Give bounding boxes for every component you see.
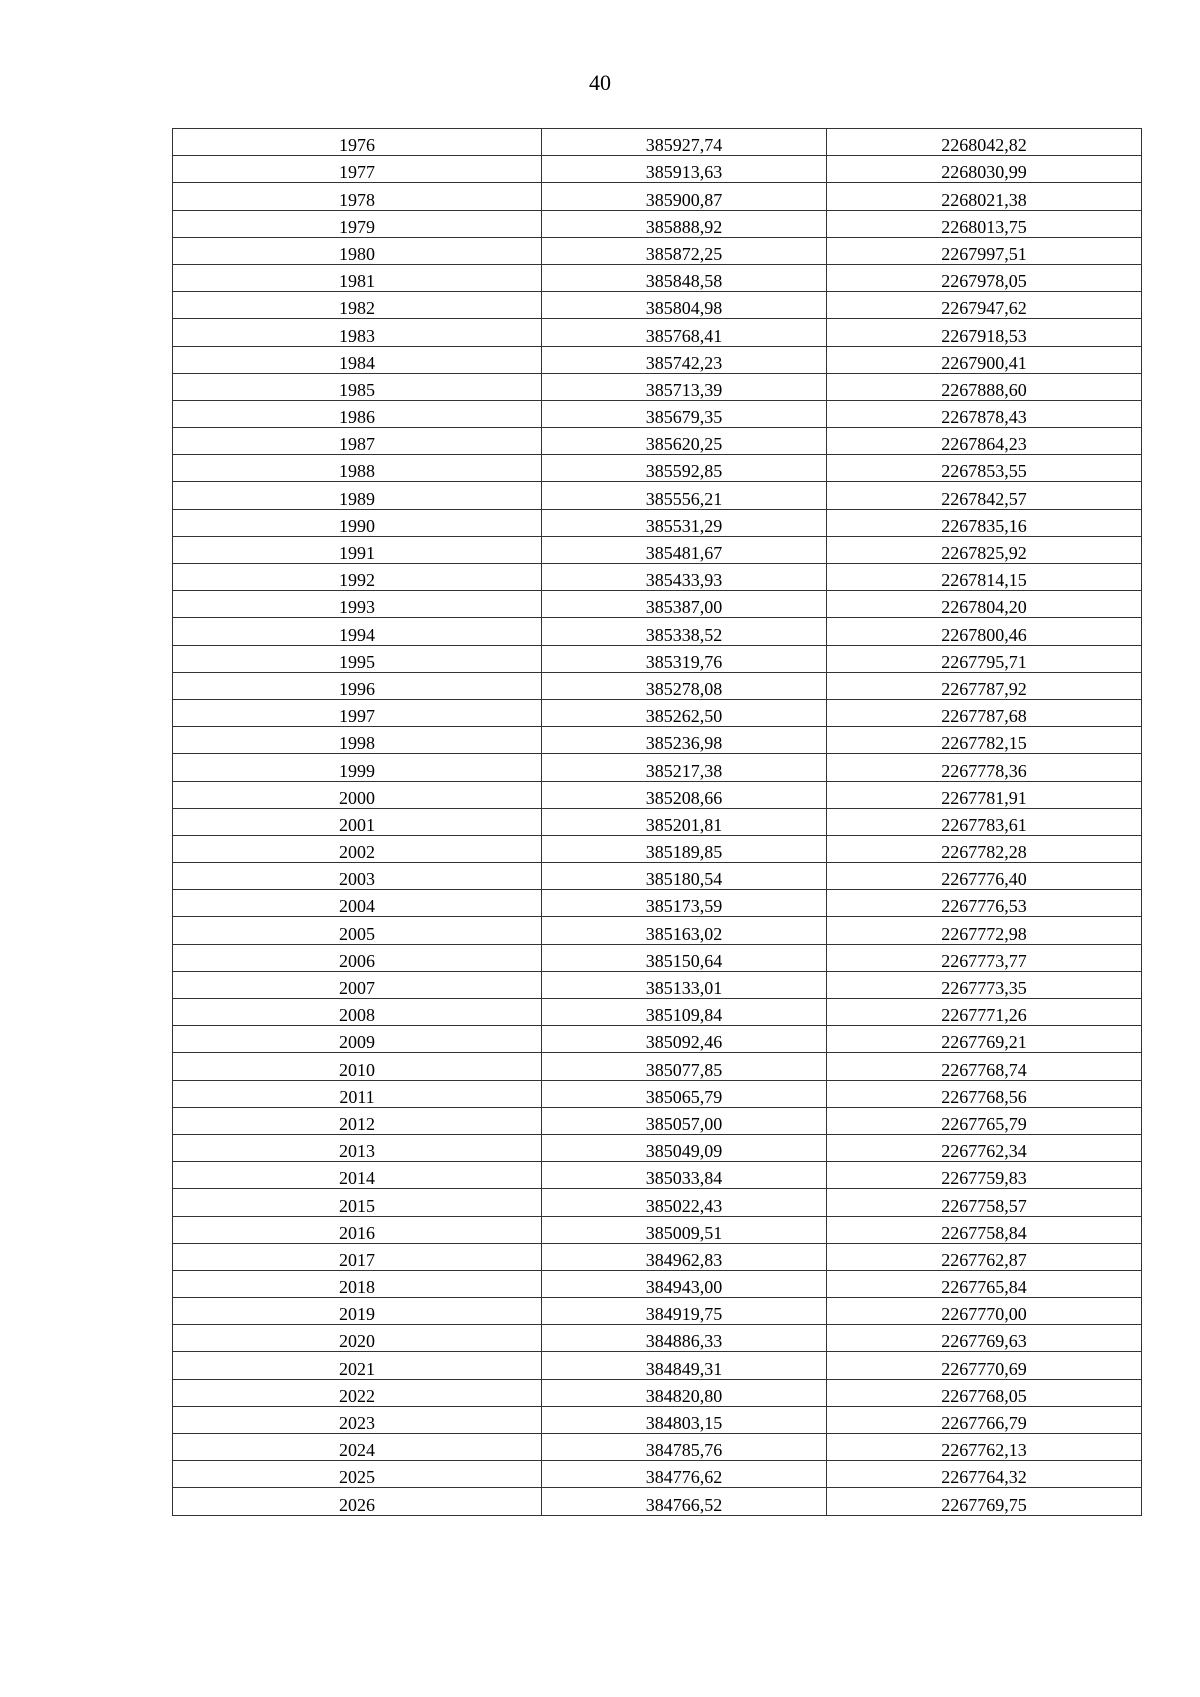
- year-cell: 2022: [173, 1379, 542, 1406]
- y-coordinate-cell: 2267762,87: [827, 1243, 1142, 1270]
- year-cell: 2018: [173, 1270, 542, 1297]
- table-row: [173, 699, 1142, 726]
- table-row: [173, 400, 1142, 427]
- x-coordinate-cell: 385109,84: [542, 999, 827, 1026]
- table-row: [173, 1216, 1142, 1243]
- y-coordinate-cell: 2267918,53: [827, 319, 1142, 346]
- x-coordinate-cell: 385278,08: [542, 672, 827, 699]
- x-coordinate-cell: 385319,76: [542, 645, 827, 672]
- table-row: [173, 727, 1142, 754]
- y-coordinate-cell: 2267782,15: [827, 727, 1142, 754]
- table-row: [173, 237, 1142, 264]
- year-cell: 2010: [173, 1053, 542, 1080]
- y-coordinate-cell: 2267997,51: [827, 237, 1142, 264]
- y-coordinate-cell: 2267770,00: [827, 1298, 1142, 1325]
- table-row: [173, 455, 1142, 482]
- table-row: [173, 129, 1142, 156]
- table-row: [173, 917, 1142, 944]
- table-row: [173, 156, 1142, 183]
- y-coordinate-cell: 2267787,92: [827, 672, 1142, 699]
- x-coordinate-cell: 384886,33: [542, 1325, 827, 1352]
- year-cell: 2019: [173, 1298, 542, 1325]
- year-cell: 1978: [173, 183, 542, 210]
- table-row: [173, 1107, 1142, 1134]
- y-coordinate-cell: 2267888,60: [827, 373, 1142, 400]
- table-row: [173, 346, 1142, 373]
- table-row: [173, 319, 1142, 346]
- year-cell: 2002: [173, 835, 542, 862]
- table-row: [173, 373, 1142, 400]
- x-coordinate-cell: 385913,63: [542, 156, 827, 183]
- y-coordinate-cell: 2267772,98: [827, 917, 1142, 944]
- year-cell: 1988: [173, 455, 542, 482]
- table-row: [173, 835, 1142, 862]
- y-coordinate-cell: 2267795,71: [827, 645, 1142, 672]
- y-coordinate-cell: 2267771,26: [827, 999, 1142, 1026]
- table-row: [173, 1298, 1142, 1325]
- x-coordinate-cell: 385556,21: [542, 482, 827, 509]
- year-cell: 2007: [173, 971, 542, 998]
- x-coordinate-cell: 385163,02: [542, 917, 827, 944]
- year-cell: 1980: [173, 237, 542, 264]
- table-row: [173, 509, 1142, 536]
- table-row: [173, 971, 1142, 998]
- y-coordinate-cell: 2268013,75: [827, 210, 1142, 237]
- year-cell: 1992: [173, 564, 542, 591]
- x-coordinate-cell: 385531,29: [542, 509, 827, 536]
- year-cell: 2015: [173, 1189, 542, 1216]
- year-cell: 2025: [173, 1461, 542, 1488]
- table-row: [173, 1053, 1142, 1080]
- year-cell: 1993: [173, 591, 542, 618]
- y-coordinate-cell: 2267978,05: [827, 264, 1142, 291]
- x-coordinate-cell: 385057,00: [542, 1107, 827, 1134]
- x-coordinate-cell: 384919,75: [542, 1298, 827, 1325]
- year-cell: 1996: [173, 672, 542, 699]
- y-coordinate-cell: 2267825,92: [827, 536, 1142, 563]
- year-cell: 1986: [173, 400, 542, 427]
- y-coordinate-cell: 2268030,99: [827, 156, 1142, 183]
- table-row: [173, 863, 1142, 890]
- year-cell: 2017: [173, 1243, 542, 1270]
- x-coordinate-cell: 384766,52: [542, 1488, 827, 1515]
- year-cell: 2026: [173, 1488, 542, 1515]
- y-coordinate-cell: 2267758,57: [827, 1189, 1142, 1216]
- x-coordinate-cell: 385009,51: [542, 1216, 827, 1243]
- y-coordinate-cell: 2268042,82: [827, 129, 1142, 156]
- y-coordinate-cell: 2267762,13: [827, 1434, 1142, 1461]
- y-coordinate-cell: 2267778,36: [827, 754, 1142, 781]
- y-coordinate-cell: 2268021,38: [827, 183, 1142, 210]
- y-coordinate-cell: 2267766,79: [827, 1406, 1142, 1433]
- x-coordinate-cell: 385201,81: [542, 808, 827, 835]
- y-coordinate-cell: 2267782,28: [827, 835, 1142, 862]
- year-cell: 1995: [173, 645, 542, 672]
- year-cell: 1979: [173, 210, 542, 237]
- x-coordinate-cell: 384776,62: [542, 1461, 827, 1488]
- year-cell: 1997: [173, 699, 542, 726]
- year-cell: 2012: [173, 1107, 542, 1134]
- year-cell: 2020: [173, 1325, 542, 1352]
- year-cell: 2014: [173, 1162, 542, 1189]
- y-coordinate-cell: 2267768,05: [827, 1379, 1142, 1406]
- table-row: [173, 1026, 1142, 1053]
- data-table: [172, 128, 1142, 1516]
- y-coordinate-cell: 2267804,20: [827, 591, 1142, 618]
- year-cell: 1998: [173, 727, 542, 754]
- x-coordinate-cell: 385033,84: [542, 1162, 827, 1189]
- year-cell: 2001: [173, 808, 542, 835]
- x-coordinate-cell: 384849,31: [542, 1352, 827, 1379]
- year-cell: 1991: [173, 536, 542, 563]
- table-row: [173, 482, 1142, 509]
- table-row: [173, 645, 1142, 672]
- year-cell: 1987: [173, 428, 542, 455]
- y-coordinate-cell: 2267758,84: [827, 1216, 1142, 1243]
- table-row: [173, 1352, 1142, 1379]
- year-cell: 2000: [173, 781, 542, 808]
- x-coordinate-cell: 384962,83: [542, 1243, 827, 1270]
- table-row: [173, 944, 1142, 971]
- year-cell: 1985: [173, 373, 542, 400]
- table-row: [173, 781, 1142, 808]
- table-row: [173, 1134, 1142, 1161]
- table-row: [173, 564, 1142, 591]
- y-coordinate-cell: 2267765,84: [827, 1270, 1142, 1297]
- table-row: [173, 1243, 1142, 1270]
- x-coordinate-cell: 384803,15: [542, 1406, 827, 1433]
- table-row: [173, 210, 1142, 237]
- x-coordinate-cell: 385713,39: [542, 373, 827, 400]
- y-coordinate-cell: 2267864,23: [827, 428, 1142, 455]
- table-row: [173, 1325, 1142, 1352]
- x-coordinate-cell: 385092,46: [542, 1026, 827, 1053]
- y-coordinate-cell: 2267900,41: [827, 346, 1142, 373]
- x-coordinate-cell: 385872,25: [542, 237, 827, 264]
- table-row: [173, 536, 1142, 563]
- table-row: [173, 1379, 1142, 1406]
- y-coordinate-cell: 2267773,35: [827, 971, 1142, 998]
- table-row: [173, 1189, 1142, 1216]
- year-cell: 1982: [173, 292, 542, 319]
- year-cell: 2005: [173, 917, 542, 944]
- x-coordinate-cell: 385150,64: [542, 944, 827, 971]
- table-row: [173, 428, 1142, 455]
- x-coordinate-cell: 385848,58: [542, 264, 827, 291]
- x-coordinate-cell: 385481,67: [542, 536, 827, 563]
- year-cell: 2013: [173, 1134, 542, 1161]
- x-coordinate-cell: 385592,85: [542, 455, 827, 482]
- table-row: [173, 754, 1142, 781]
- y-coordinate-cell: 2267769,75: [827, 1488, 1142, 1515]
- year-cell: 2004: [173, 890, 542, 917]
- x-coordinate-cell: 385387,00: [542, 591, 827, 618]
- x-coordinate-cell: 385236,98: [542, 727, 827, 754]
- y-coordinate-cell: 2267776,53: [827, 890, 1142, 917]
- table-row: [173, 183, 1142, 210]
- y-coordinate-cell: 2267762,34: [827, 1134, 1142, 1161]
- year-cell: 1990: [173, 509, 542, 536]
- y-coordinate-cell: 2267878,43: [827, 400, 1142, 427]
- year-cell: 1977: [173, 156, 542, 183]
- table-row: [173, 1434, 1142, 1461]
- y-coordinate-cell: 2267835,16: [827, 509, 1142, 536]
- y-coordinate-cell: 2267769,21: [827, 1026, 1142, 1053]
- x-coordinate-cell: 385679,35: [542, 400, 827, 427]
- x-coordinate-cell: 385620,25: [542, 428, 827, 455]
- x-coordinate-cell: 385927,74: [542, 129, 827, 156]
- year-cell: 1989: [173, 482, 542, 509]
- x-coordinate-cell: 385768,41: [542, 319, 827, 346]
- year-cell: 2023: [173, 1406, 542, 1433]
- table-row: [173, 1488, 1142, 1515]
- table-row: [173, 1080, 1142, 1107]
- page-number: 40: [589, 70, 611, 95]
- y-coordinate-cell: 2267947,62: [827, 292, 1142, 319]
- y-coordinate-cell: 2267764,32: [827, 1461, 1142, 1488]
- x-coordinate-cell: 385065,79: [542, 1080, 827, 1107]
- table-row: [173, 1406, 1142, 1433]
- y-coordinate-cell: 2267768,74: [827, 1053, 1142, 1080]
- year-cell: 2006: [173, 944, 542, 971]
- x-coordinate-cell: 385900,87: [542, 183, 827, 210]
- year-cell: 1999: [173, 754, 542, 781]
- y-coordinate-cell: 2267759,83: [827, 1162, 1142, 1189]
- table-row: [173, 591, 1142, 618]
- x-coordinate-cell: 385180,54: [542, 863, 827, 890]
- x-coordinate-cell: 385189,85: [542, 835, 827, 862]
- table-row: [173, 264, 1142, 291]
- table-row: [173, 808, 1142, 835]
- x-coordinate-cell: 385804,98: [542, 292, 827, 319]
- table-row: [173, 1162, 1142, 1189]
- y-coordinate-cell: 2267776,40: [827, 863, 1142, 890]
- year-cell: 2016: [173, 1216, 542, 1243]
- year-cell: 2021: [173, 1352, 542, 1379]
- year-cell: 1983: [173, 319, 542, 346]
- y-coordinate-cell: 2267853,55: [827, 455, 1142, 482]
- table-row: [173, 292, 1142, 319]
- year-cell: 2008: [173, 999, 542, 1026]
- x-coordinate-cell: 385888,92: [542, 210, 827, 237]
- y-coordinate-cell: 2267765,79: [827, 1107, 1142, 1134]
- y-coordinate-cell: 2267768,56: [827, 1080, 1142, 1107]
- y-coordinate-cell: 2267783,61: [827, 808, 1142, 835]
- y-coordinate-cell: 2267814,15: [827, 564, 1142, 591]
- x-coordinate-cell: 385049,09: [542, 1134, 827, 1161]
- x-coordinate-cell: 385742,23: [542, 346, 827, 373]
- y-coordinate-cell: 2267770,69: [827, 1352, 1142, 1379]
- x-coordinate-cell: 385208,66: [542, 781, 827, 808]
- y-coordinate-cell: 2267769,63: [827, 1325, 1142, 1352]
- year-cell: 2011: [173, 1080, 542, 1107]
- table-row: [173, 890, 1142, 917]
- year-cell: 1976: [173, 129, 542, 156]
- x-coordinate-cell: 385133,01: [542, 971, 827, 998]
- table-body: [173, 129, 1142, 1516]
- x-coordinate-cell: 384943,00: [542, 1270, 827, 1297]
- table-row: [173, 1461, 1142, 1488]
- table-row: [173, 1270, 1142, 1297]
- year-cell: 2024: [173, 1434, 542, 1461]
- y-coordinate-cell: 2267781,91: [827, 781, 1142, 808]
- year-cell: 1984: [173, 346, 542, 373]
- year-cell: 1981: [173, 264, 542, 291]
- y-coordinate-cell: 2267842,57: [827, 482, 1142, 509]
- table-row: [173, 999, 1142, 1026]
- y-coordinate-cell: 2267787,68: [827, 699, 1142, 726]
- year-cell: 2009: [173, 1026, 542, 1053]
- x-coordinate-cell: 385433,93: [542, 564, 827, 591]
- y-coordinate-cell: 2267773,77: [827, 944, 1142, 971]
- x-coordinate-cell: 385217,38: [542, 754, 827, 781]
- x-coordinate-cell: 385338,52: [542, 618, 827, 645]
- y-coordinate-cell: 2267800,46: [827, 618, 1142, 645]
- year-cell: 2003: [173, 863, 542, 890]
- x-coordinate-cell: 384785,76: [542, 1434, 827, 1461]
- x-coordinate-cell: 385022,43: [542, 1189, 827, 1216]
- year-cell: 1994: [173, 618, 542, 645]
- x-coordinate-cell: 384820,80: [542, 1379, 827, 1406]
- x-coordinate-cell: 385077,85: [542, 1053, 827, 1080]
- x-coordinate-cell: 385262,50: [542, 699, 827, 726]
- table-row: [173, 618, 1142, 645]
- table-row: [173, 672, 1142, 699]
- x-coordinate-cell: 385173,59: [542, 890, 827, 917]
